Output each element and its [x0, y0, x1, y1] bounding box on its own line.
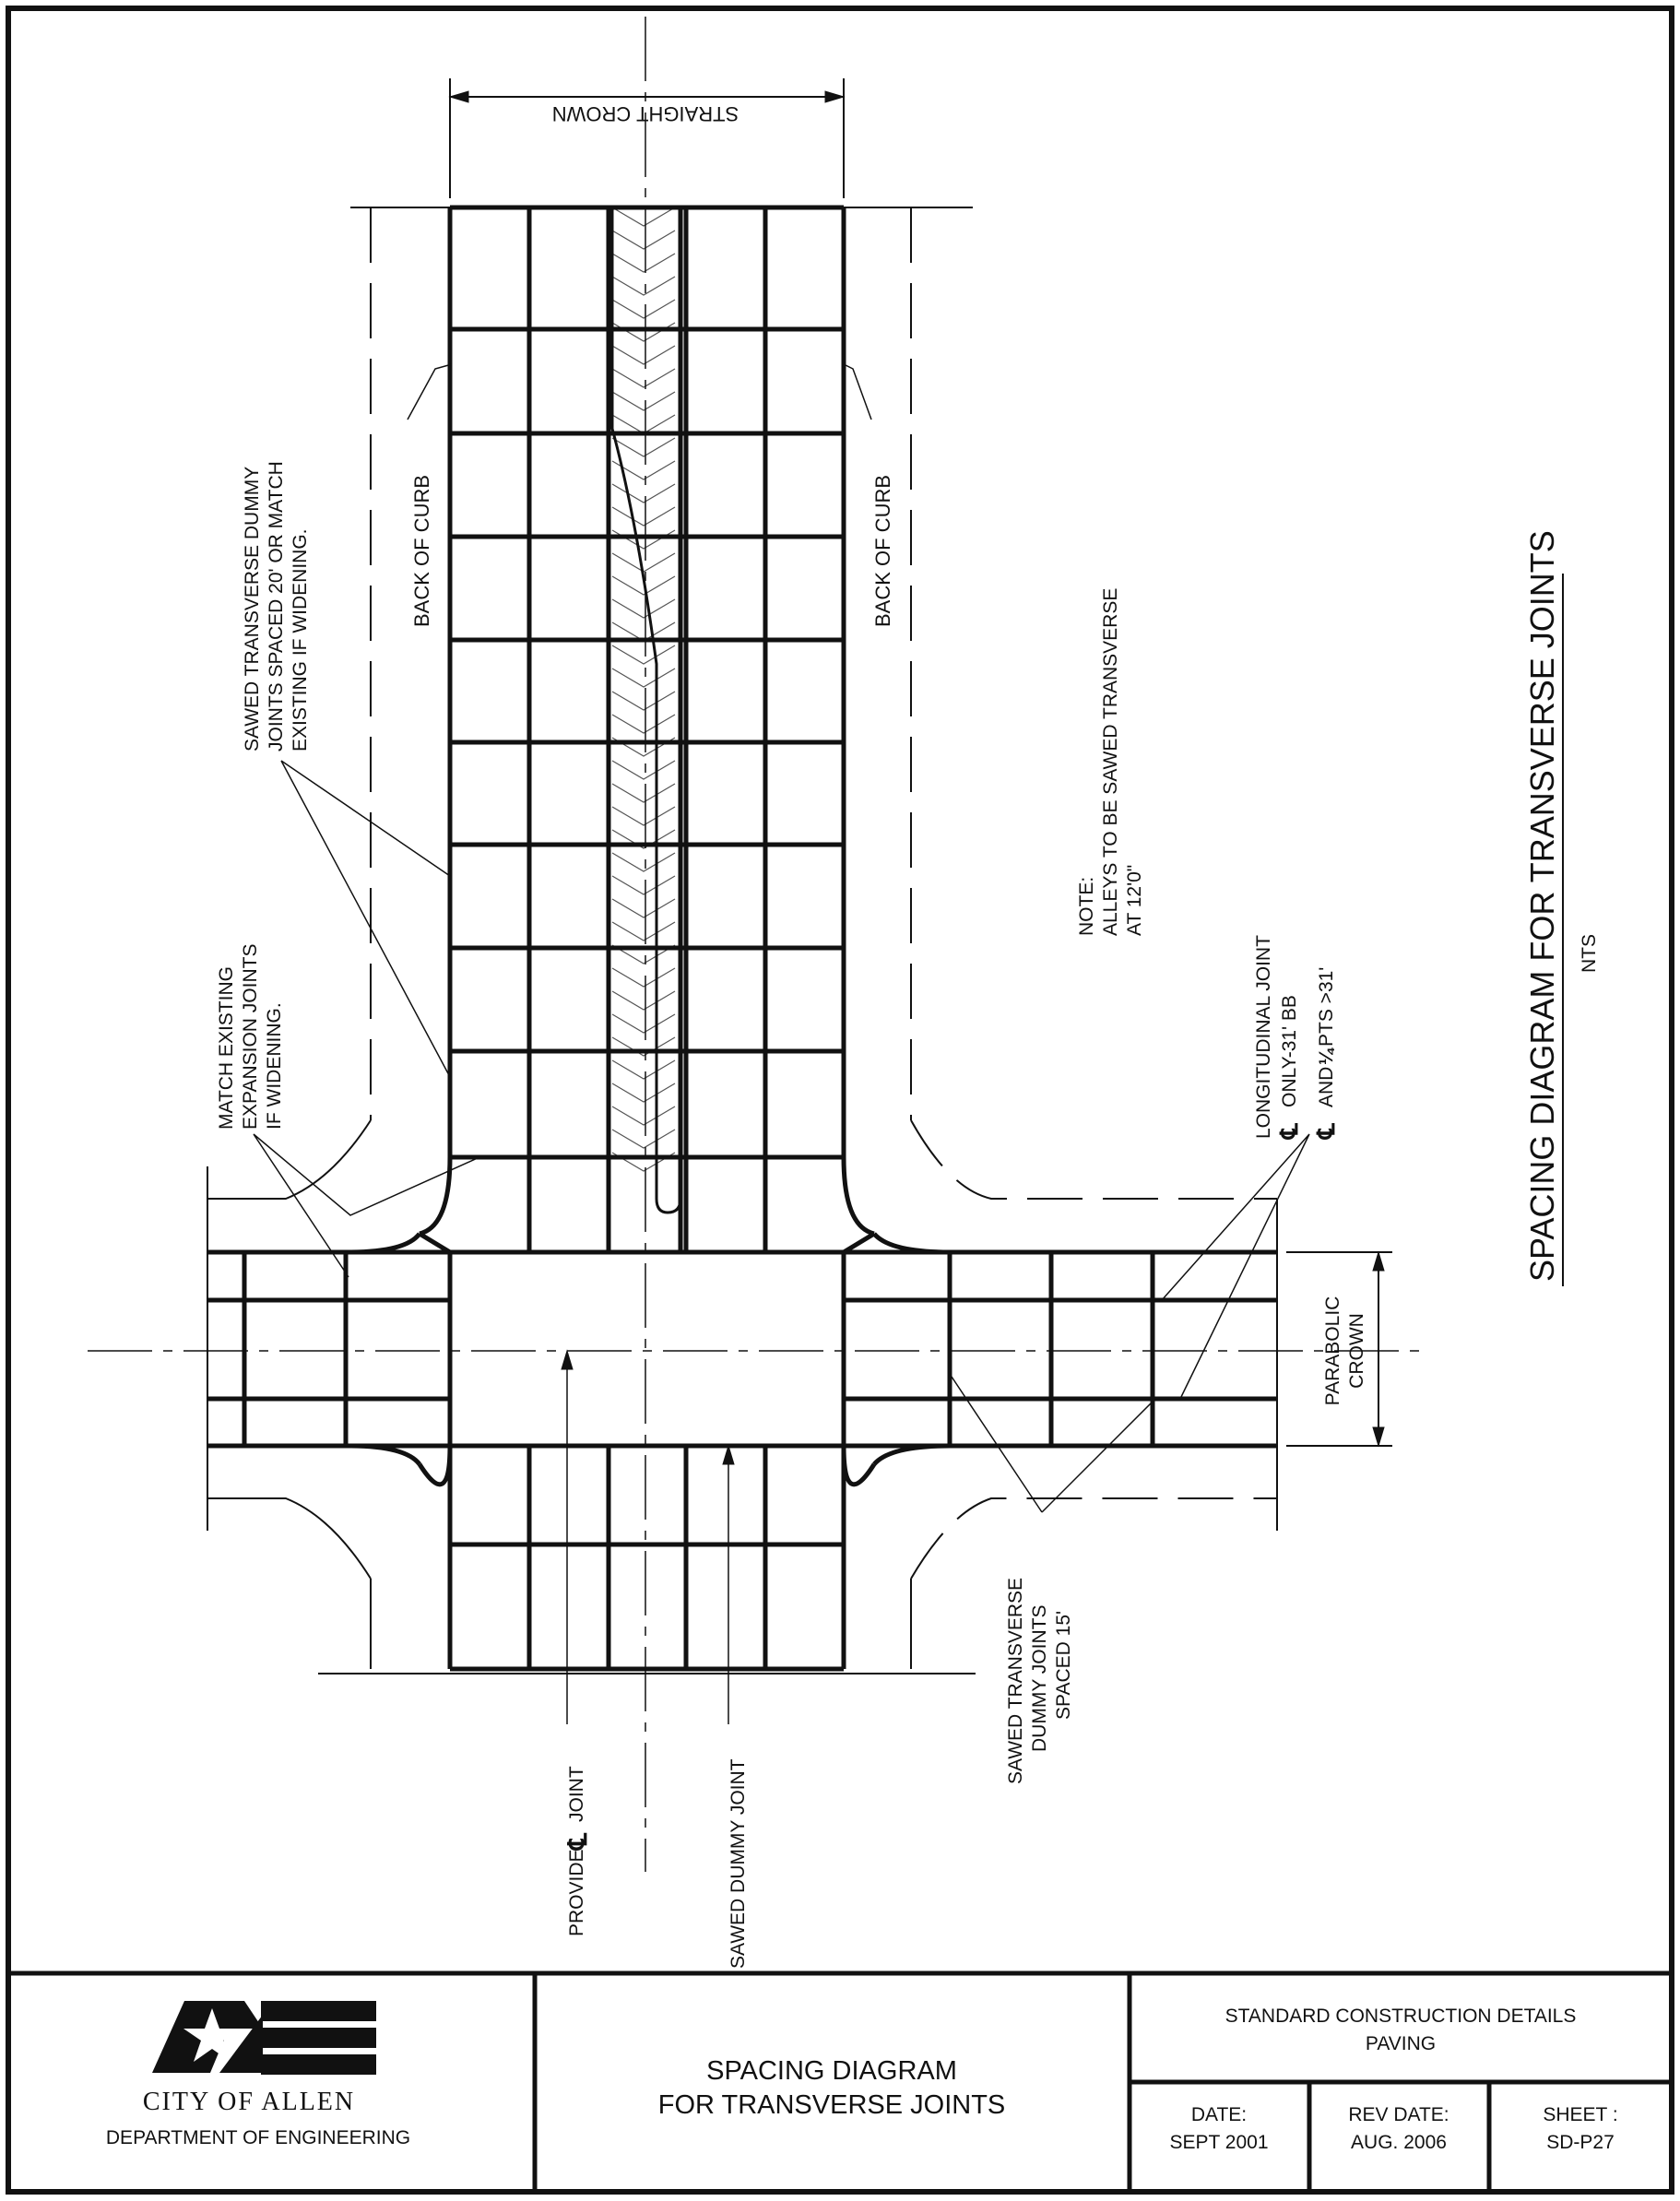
svg-text:MATCH EXISTING: MATCH EXISTING — [216, 966, 237, 1130]
svg-text:EXISTING IF WIDENING.: EXISTING IF WIDENING. — [290, 528, 311, 751]
svg-text:DUMMY JOINTS: DUMMY JOINTS — [1029, 1604, 1050, 1752]
svg-text:LONGITUDINAL JOINT: LONGITUDINAL JOINT — [1253, 935, 1274, 1139]
city-logo — [152, 2001, 376, 2075]
svg-text:NOTE:: NOTE: — [1076, 876, 1097, 936]
sheet-number-value: SD-P27 — [1546, 2132, 1615, 2153]
alley-note — [1076, 588, 1145, 936]
org-name: CITY OF ALLEN — [142, 2088, 356, 2116]
svg-text:EXPANSION JOINTS: EXPANSION JOINTS — [240, 943, 261, 1130]
svg-text:℄: ℄ — [1275, 1123, 1303, 1139]
sheet-number-label: SHEET : — [1543, 2104, 1618, 2125]
provide-joint-label — [563, 1766, 592, 1936]
svg-text:JOINT: JOINT — [566, 1766, 587, 1822]
svg-text:PTS >31': PTS >31' — [1316, 966, 1337, 1047]
nts-label: NTS — [1579, 934, 1600, 973]
leader-sawed-transverse — [281, 761, 450, 1077]
series-line2: PAVING — [1365, 2033, 1437, 2054]
department-name: DEPARTMENT OF ENGINEERING — [105, 2127, 411, 2148]
svg-text:SPACED 15': SPACED 15' — [1053, 1610, 1074, 1720]
svg-text:JOINTS SPACED 20' OR MATCH: JOINTS SPACED 20' OR MATCH — [266, 461, 287, 751]
back-of-curb-left-label: BACK OF CURB — [410, 474, 433, 627]
sheet-title-line1: SPACING DIAGRAM — [706, 2056, 957, 2086]
svg-text:IF WIDENING.: IF WIDENING. — [264, 1002, 285, 1130]
back-of-curb-right-label: BACK OF CURB — [871, 474, 894, 627]
match-existing-note — [216, 944, 285, 1130]
leader-back-of-curb-right — [844, 364, 871, 420]
svg-text:PARABOLIC: PARABOLIC — [1322, 1296, 1343, 1406]
svg-text:SAWED TRANSVERSE: SAWED TRANSVERSE — [1005, 1577, 1026, 1784]
sawed-dummy-joint-label: SAWED DUMMY JOINT — [728, 1758, 749, 1969]
svg-text:CROWN: CROWN — [1346, 1313, 1367, 1389]
svg-text:SAWED TRANSVERSE DUMMY: SAWED TRANSVERSE DUMMY — [242, 466, 263, 751]
date-value: SEPT 2001 — [1169, 2132, 1269, 2153]
svg-text:PROVIDE: PROVIDE — [566, 1849, 587, 1936]
svg-text:℄: ℄ — [563, 1833, 592, 1850]
svg-text:AND: AND — [1316, 1066, 1337, 1107]
rev-date-label: REV DATE: — [1348, 2104, 1449, 2125]
rev-date-value: AUG. 2006 — [1351, 2132, 1447, 2153]
series-line1: STANDARD CONSTRUCTION DETAILS — [1225, 2006, 1577, 2027]
sawed-transverse-note — [242, 461, 311, 751]
vertical-title: SPACING DIAGRAM FOR TRANSVERSE JOINTS — [1523, 530, 1561, 1282]
straight-crown-label: STRAIGHT CROWN — [551, 102, 739, 125]
svg-text:℄: ℄ — [1312, 1123, 1340, 1139]
svg-text:ONLY-31' BB: ONLY-31' BB — [1279, 995, 1300, 1107]
longitudinal-joint-note — [1253, 935, 1340, 1140]
sheet-title-line2: FOR TRANSVERSE JOINTS — [657, 2090, 1006, 2120]
pavement-joints — [88, 17, 1420, 1872]
leader-longitudinal — [1162, 1134, 1309, 1399]
leader-back-of-curb-left — [408, 364, 452, 420]
svg-text:AT 12'0": AT 12'0" — [1124, 864, 1145, 936]
intersection-panel — [450, 1252, 844, 1446]
svg-text:¼: ¼ — [1316, 1048, 1337, 1065]
date-label: DATE: — [1190, 2104, 1248, 2125]
svg-text:ALLEYS TO BE SAWED TRANSVERSE: ALLEYS TO BE SAWED TRANSVERSE — [1100, 587, 1121, 936]
sawed-transverse-15-note — [1005, 1578, 1074, 1784]
